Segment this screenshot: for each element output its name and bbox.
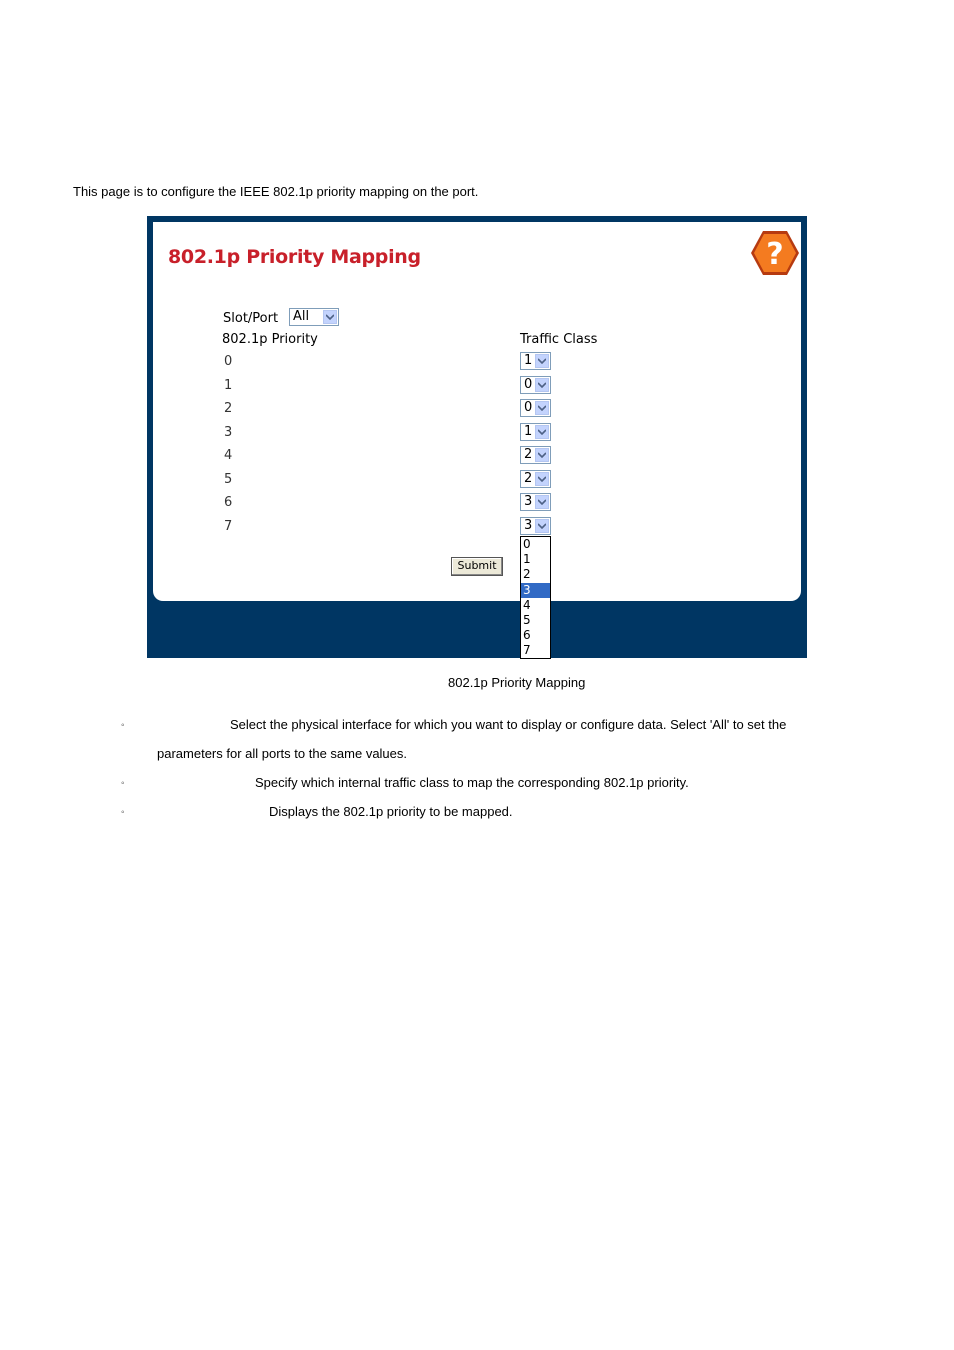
bullet-marker: ◦	[121, 778, 125, 789]
traffic-class-select[interactable]	[520, 493, 551, 511]
priority-value: 3	[224, 424, 233, 440]
page-title: 802.1p Priority Mapping	[168, 246, 421, 268]
bullet-marker: ◦	[121, 807, 125, 818]
traffic-class-select[interactable]	[520, 470, 551, 488]
chevron-down-icon	[535, 354, 549, 368]
config-panel	[153, 222, 801, 658]
dropdown-option[interactable]: 0	[523, 537, 531, 551]
dropdown-option[interactable]: 2	[523, 567, 531, 582]
traffic-class-select[interactable]	[520, 423, 551, 441]
chevron-down-icon	[535, 472, 549, 486]
bullet-marker: ◦	[121, 720, 125, 731]
dropdown-option[interactable]: 3	[521, 583, 550, 598]
bullet-slot-port-line2: parameters for all ports to the same values.	[157, 746, 408, 761]
bullet-traffic-class: Specify which internal traffic class to map the corresponding 802.1p priority.	[255, 775, 689, 790]
bullet-slot-port-line1: Select the physical interface for which you want to display or configure data. Select 'All' to set the	[230, 717, 787, 732]
priority-value: 0	[224, 354, 233, 369]
traffic-class-select[interactable]	[520, 376, 551, 394]
traffic-class-value: 3	[524, 517, 533, 533]
class-column-header: Traffic Class	[520, 332, 598, 347]
svg-text:?: ?	[766, 237, 784, 272]
priority-value: 5	[224, 471, 233, 487]
priority-value: 4	[224, 448, 233, 463]
screenshot-frame	[147, 216, 807, 658]
chevron-down-icon	[535, 495, 549, 509]
traffic-class-value: 1	[524, 423, 533, 439]
priority-value: 7	[224, 518, 233, 534]
dropdown-option[interactable]: 7	[523, 643, 531, 658]
dropdown-option[interactable]: 5	[523, 612, 531, 627]
traffic-class-value: 1	[524, 353, 533, 368]
traffic-class-value: 0	[524, 376, 533, 392]
traffic-class-select[interactable]	[520, 352, 551, 370]
dropdown-option[interactable]: 6	[523, 628, 531, 643]
traffic-class-value: 2	[524, 470, 533, 486]
slot-port-select[interactable]	[289, 308, 339, 326]
slot-port-value: All	[293, 309, 310, 324]
priority-value: 2	[224, 401, 233, 416]
chevron-down-icon	[535, 519, 549, 533]
priority-value: 6	[224, 495, 233, 510]
chevron-down-icon	[535, 425, 549, 439]
traffic-class-select[interactable]	[520, 399, 551, 417]
traffic-class-select[interactable]	[520, 517, 551, 535]
traffic-class-select[interactable]	[520, 446, 551, 464]
submit-button[interactable]: Submit	[451, 557, 503, 576]
slot-port-label: Slot/Port	[223, 311, 279, 326]
traffic-class-value: 0	[524, 400, 533, 415]
figure-caption: 802.1p Priority Mapping	[448, 675, 586, 690]
priority-value: 1	[224, 377, 233, 393]
traffic-class-dropdown-list[interactable]	[520, 536, 551, 659]
traffic-class-value: 2	[524, 447, 533, 462]
intro-text: This page is to configure the IEEE 802.1p priority mapping on the port.	[73, 184, 479, 199]
chevron-down-icon	[535, 401, 549, 415]
chevron-down-icon	[323, 310, 337, 324]
dropdown-option[interactable]: 1	[523, 552, 531, 567]
bullet-priority: Displays the 802.1p priority to be mapped.	[269, 804, 513, 819]
chevron-down-icon	[535, 448, 549, 462]
dropdown-option[interactable]: 4	[523, 597, 531, 612]
traffic-class-value: 3	[524, 494, 533, 509]
priority-column-header: 802.1p Priority	[222, 332, 318, 347]
chevron-down-icon	[535, 378, 549, 392]
help-question-icon[interactable]	[749, 229, 801, 277]
